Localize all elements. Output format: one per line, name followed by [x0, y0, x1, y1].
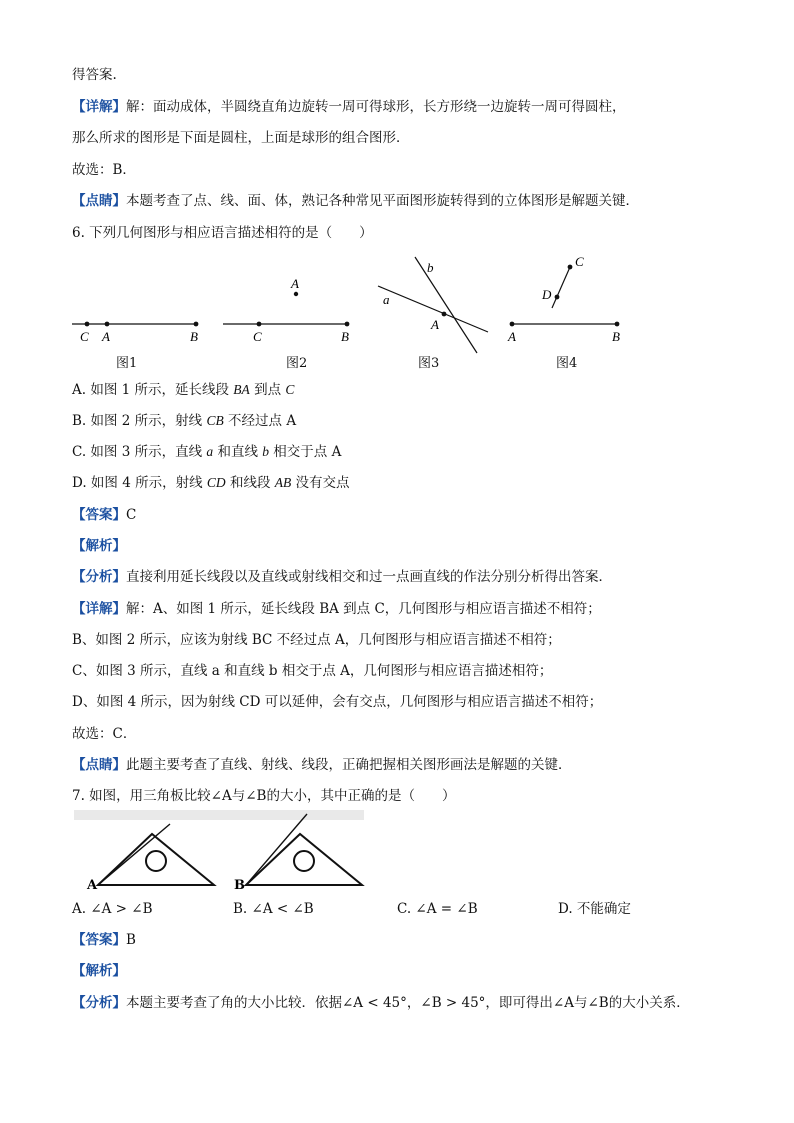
- figure-3: [378, 257, 488, 353]
- option-a: A. ∠A > ∠B: [72, 901, 153, 917]
- point-label: A: [431, 317, 439, 332]
- answer-line: [72, 931, 136, 949]
- section-tag: 【分析】: [72, 995, 126, 1011]
- figure-caption: 图2: [286, 356, 308, 371]
- point-label: A: [291, 276, 299, 291]
- point-label: B: [341, 329, 349, 344]
- q7-figures: [70, 808, 380, 893]
- text-line: 【详解】解：A、如图 1 所示，延长线段 BA 到点 C，几何图形与相应语言描述不相符；: [72, 601, 601, 617]
- figure-1: [72, 322, 198, 344]
- figure-caption: 图3: [418, 356, 440, 371]
- section-tag: 【解析】: [72, 538, 126, 554]
- section-tag: 【答案】: [72, 932, 126, 948]
- figure-2: [223, 276, 349, 344]
- section-tag: 【分析】: [72, 569, 126, 585]
- text-line: C、如图 3 所示，直线 a 和直线 b 相交于点 A，几何图形与相应语言描述相符；: [72, 663, 553, 679]
- point-label: B: [612, 329, 620, 344]
- option-a: A. 如图 1 所示，延长线段 BA 到点 C: [72, 382, 295, 398]
- question-stem: 6. 下列几何图形与相应语言描述相符的是（ ）: [72, 225, 373, 241]
- text-line: B、如图 2 所示，应该为射线 BC 不经过点 A，几何图形与相应语言描述不相符；: [72, 632, 561, 648]
- text-line: 那么所求的图形是下面是圆柱，上面是球形的组合图形．: [72, 130, 410, 146]
- option-c: C. 如图 3 所示，直线 a 和直线 b 相交于点 A: [72, 444, 342, 460]
- point-label: C: [80, 329, 89, 344]
- option-d: D. 如图 4 所示，射线 CD 和线段 AB 没有交点: [72, 475, 350, 491]
- question-stem: 7. 如图，用三角板比较∠A与∠B的大小，其中正确的是（ ）: [72, 788, 456, 804]
- analysis-line: [72, 537, 126, 555]
- text-content: 解：面动成体，半圆绕直角边旋转一周可得球形，长方形绕一边旋转一周可得圆柱，: [126, 99, 626, 115]
- point-label: A: [508, 329, 516, 344]
- text-line: 故选：B．: [72, 162, 136, 178]
- answer-value: C: [126, 507, 137, 523]
- figure-4: [507, 254, 620, 344]
- section-tag: 【点睛】: [72, 757, 126, 773]
- line-label: a: [383, 292, 390, 307]
- point-label: B: [190, 329, 198, 344]
- text-line: 【分析】本题主要考查了角的大小比较．依据∠A < 45°，∠B > 45°，即可得出∠A与∠B的大小关系．: [72, 995, 690, 1011]
- point-label: A: [102, 329, 110, 344]
- option-b: B. 如图 2 所示，射线 CB 不经过点 A: [72, 413, 297, 429]
- vertex-label: A: [87, 878, 98, 893]
- analysis-line: [72, 962, 126, 980]
- vertex-label: B: [234, 878, 245, 893]
- text-line: 【分析】直接利用延长线段以及直线或射线相交和过一点画直线的作法分别分析得出答案．: [72, 569, 612, 585]
- option-d: D. 不能确定: [558, 901, 631, 917]
- section-tag: 【详解】: [72, 99, 126, 115]
- line-label: b: [427, 260, 434, 275]
- point-label: C: [575, 254, 584, 269]
- option-b: B. ∠A < ∠B: [233, 901, 314, 917]
- text-content: 本题考查了点、线、面、体，熟记各种常见平面图形旋转得到的立体图形是解题关键．: [126, 193, 639, 209]
- text-line: D、如图 4 所示，因为射线 CD 可以延伸，会有交点，几何图形与相应语言描述不相符；: [72, 694, 603, 710]
- figure-caption: 图4: [556, 356, 578, 371]
- section-tag: 【详解】: [72, 601, 126, 617]
- section-tag: 【点睛】: [72, 193, 126, 209]
- point-label: D: [542, 287, 552, 302]
- text-line: 故选：C．: [72, 726, 137, 742]
- answer-line: [72, 506, 136, 524]
- section-tag: 【解析】: [72, 963, 126, 979]
- text-line: [72, 98, 626, 116]
- q6-figures: [60, 250, 700, 375]
- section-tag: 【答案】: [72, 507, 126, 523]
- text-line: 【点睛】此题主要考查了直线、射线、线段，正确把握相关图形画法是解题的关键．: [72, 757, 572, 773]
- figure-caption: 图1: [116, 356, 138, 371]
- option-c: C. ∠A = ∠B: [397, 901, 478, 917]
- text-line: [72, 192, 639, 210]
- triangle-ruler-b: [234, 814, 362, 893]
- point-label: C: [253, 329, 262, 344]
- triangle-ruler-a: [86, 824, 214, 893]
- text-line: 得答案.: [72, 67, 117, 83]
- answer-value: B: [126, 932, 136, 948]
